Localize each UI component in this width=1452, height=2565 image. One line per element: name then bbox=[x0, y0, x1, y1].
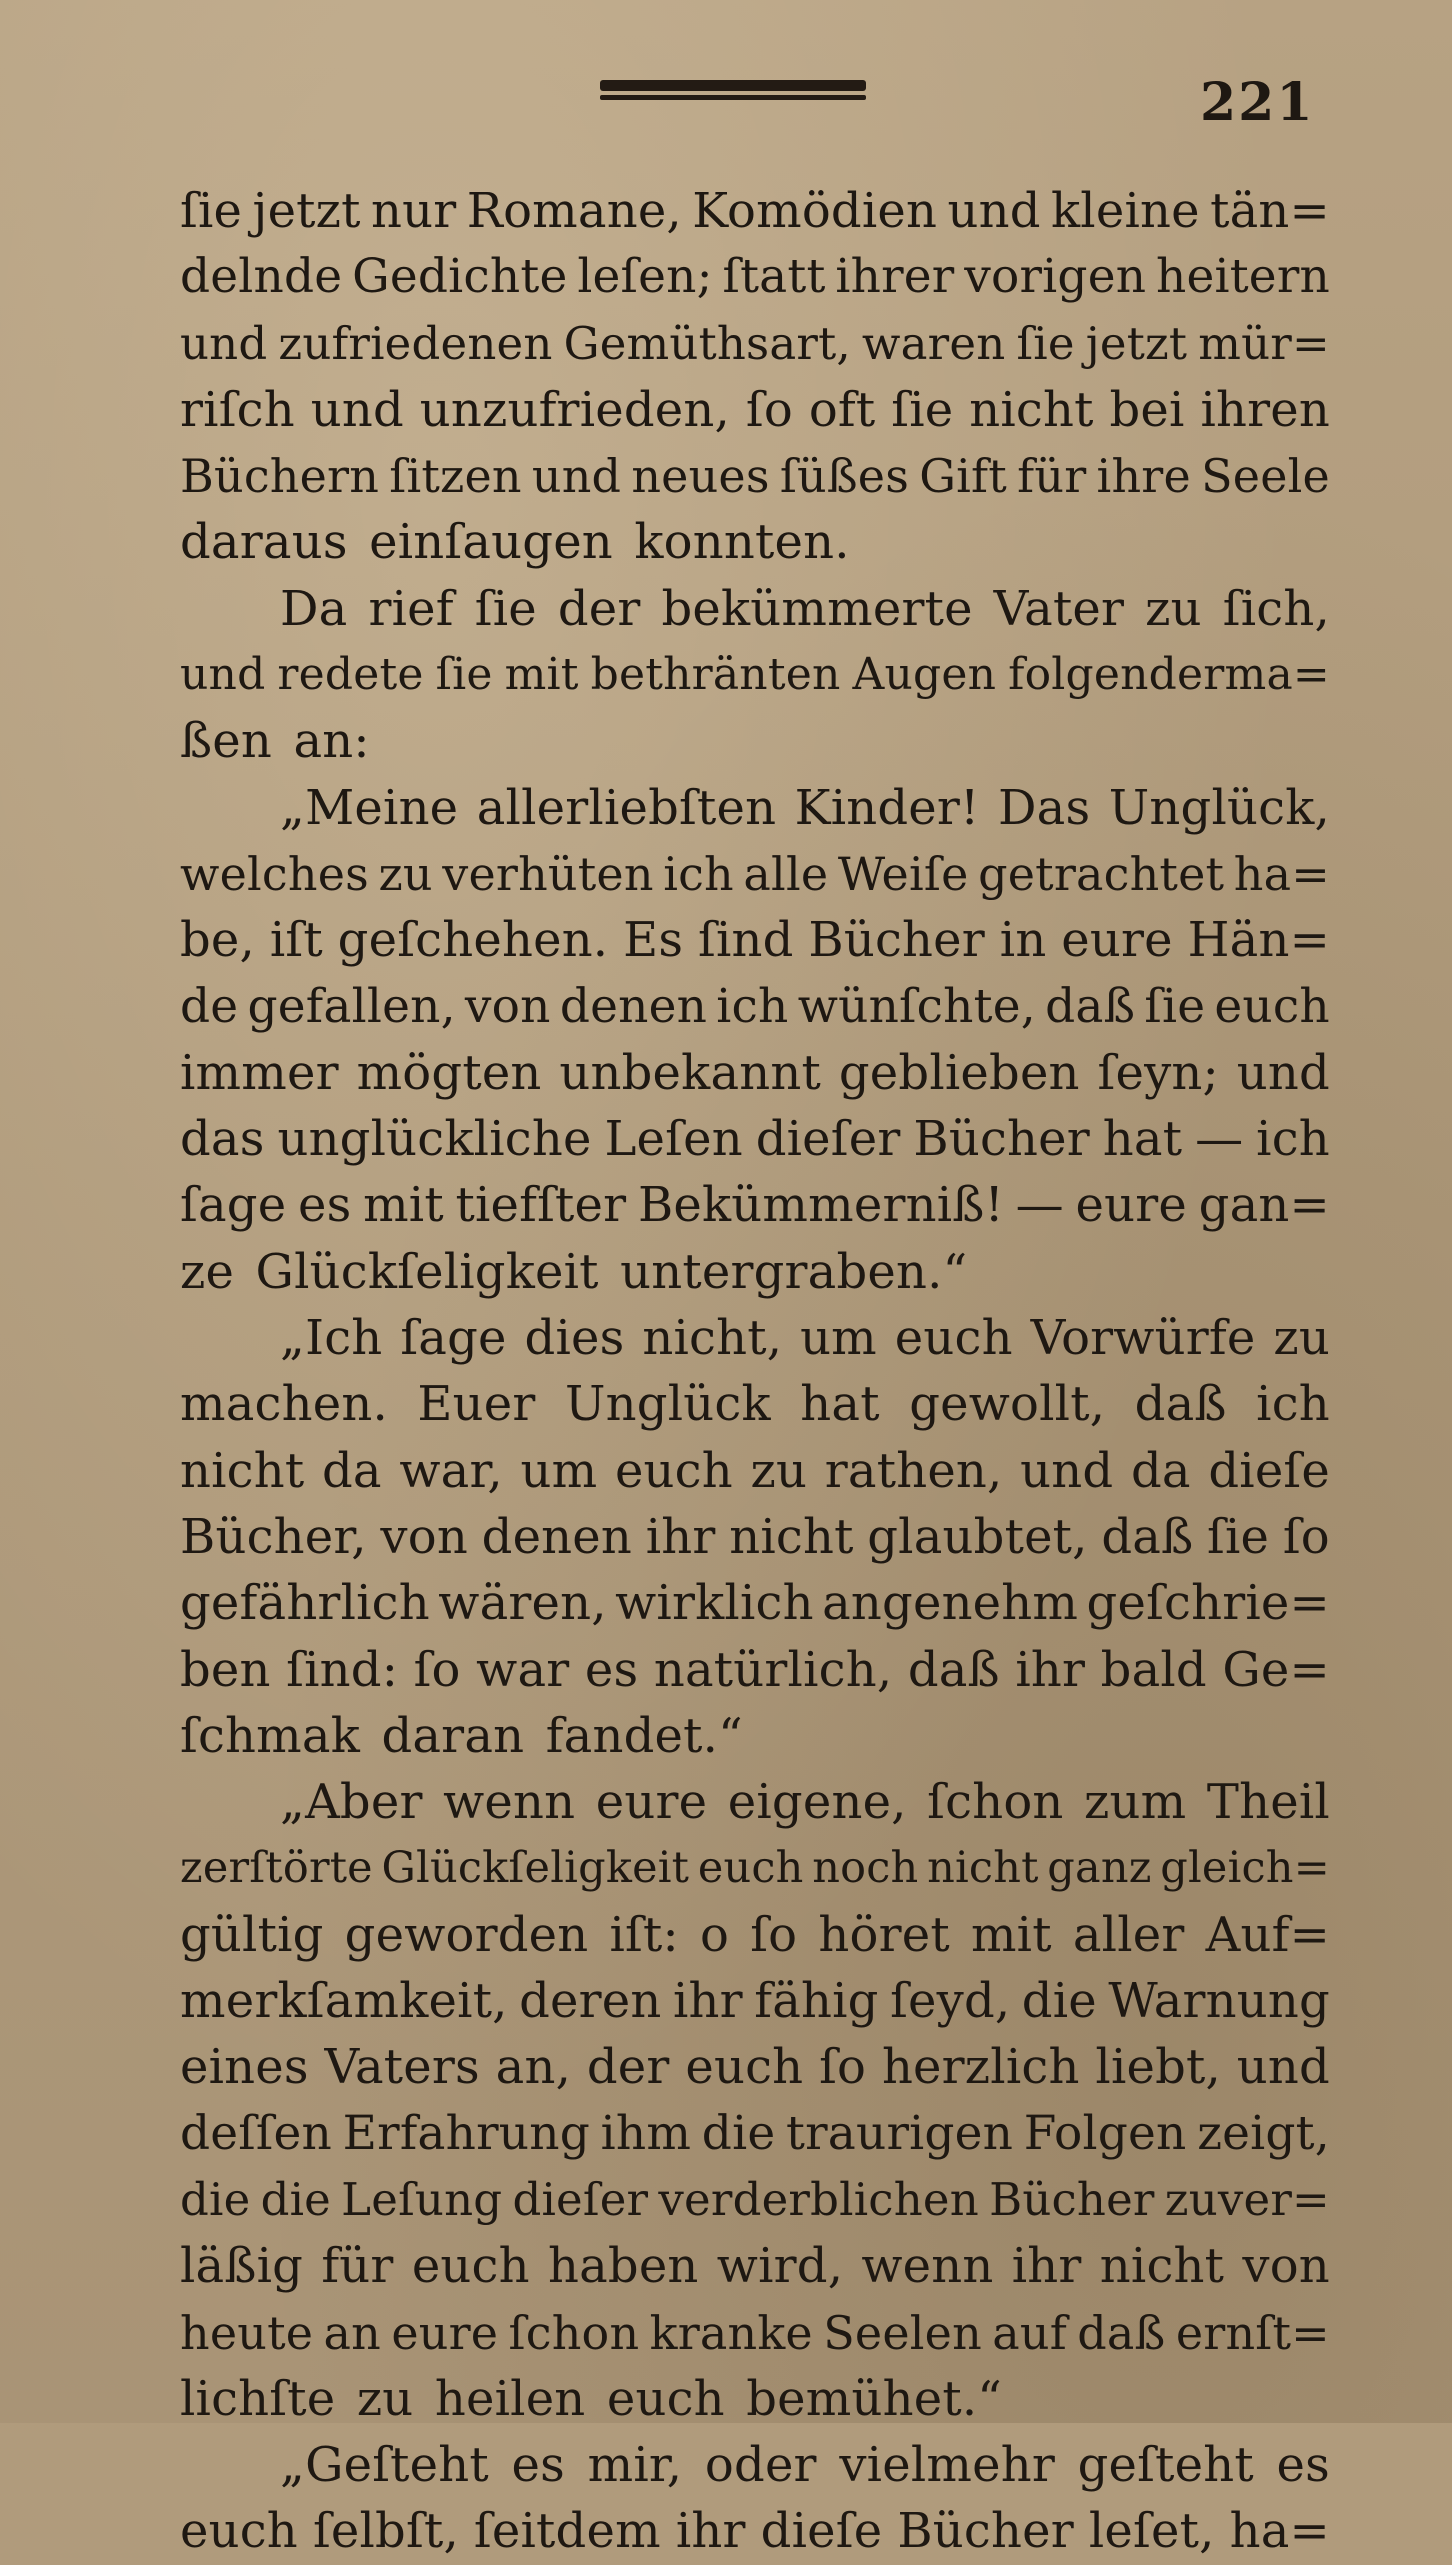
text-line: ſie jetzt nur Romane, Komödien und kleine tän= bbox=[180, 183, 1330, 239]
text-line: Da rief ſie der bekümmerte Vater zu ſich, bbox=[280, 580, 1330, 637]
text-line: „Geſteht es mir, oder vielmehr geſteht es bbox=[280, 2437, 1330, 2494]
text-line: die die Leſung dieſer verderblichen Bücher zuver= bbox=[180, 2172, 1330, 2226]
text-line: merkſamkeit, deren ihr fähig ſeyd, die Warnung bbox=[180, 1973, 1330, 2030]
text-line: zerſtörte Glückſeligkeit euch noch nicht ganz gleich= bbox=[180, 1843, 1330, 1894]
text-line: deſſen Erfahrung ihm die traurigen Folgen zeigt, bbox=[180, 2105, 1330, 2161]
text-line: ſchmak daran fandet.“ bbox=[180, 1707, 743, 1764]
text-line: „Meine allerliebſten Kinder! Das Unglück, bbox=[280, 779, 1330, 836]
text-line: gefährlich wären, wirklich angenehm geſchrie= bbox=[180, 1575, 1330, 1632]
text-line: und zufriedenen Gemüthsart, waren ſie jetzt mür= bbox=[180, 316, 1330, 370]
header-rule-thick bbox=[600, 80, 866, 91]
text-line: machen. Euer Unglück hat gewollt, daß ich bbox=[180, 1376, 1330, 1433]
text-line: nicht da war, um euch zu rathen, und da dieſe bbox=[180, 1442, 1330, 1499]
text-line: lichſte zu heilen euch bemühet.“ bbox=[180, 2370, 1003, 2427]
text-line: euch ſelbſt, ſeitdem ihr dieſe Bücher leſet, ha= bbox=[180, 2503, 1330, 2560]
text-line: delnde Gedichte leſen; ſtatt ihrer vorigen heitern bbox=[180, 249, 1330, 305]
header-rule-thin bbox=[600, 95, 866, 100]
text-line: ben ſind: ſo war es natürlich, daß ihr bald Ge= bbox=[180, 1641, 1330, 1698]
text-line: läßig für euch haben wird, wenn ihr nicht von bbox=[180, 2238, 1330, 2295]
text-line: heute an eure ſchon kranke Seelen auf daß ernſt= bbox=[180, 2305, 1330, 2360]
text-line: das unglückliche Leſen dieſer Bücher hat — ich bbox=[180, 1111, 1330, 1168]
text-line: de gefallen, von denen ich wünſchte, daß ſie euch bbox=[180, 978, 1330, 1034]
header-rule bbox=[600, 80, 866, 106]
text-line: „Ich ſage dies nicht, um euch Vorwürfe zu bbox=[280, 1310, 1330, 1367]
text-line: Büchern ſitzen und neues ſüßes Gift für ihre Seele bbox=[180, 449, 1330, 504]
text-line: daraus einſaugen konnten. bbox=[180, 514, 850, 571]
text-line: „Aber wenn eure eigene, ſchon zum Theil bbox=[280, 1774, 1330, 1831]
page-number: 221 bbox=[1200, 72, 1315, 133]
text-line: ßen an: bbox=[180, 713, 370, 770]
body-text bbox=[180, 178, 1330, 2565]
text-line: welches zu verhüten ich alle Weiſe getrachtet ha= bbox=[180, 846, 1330, 901]
text-line: Bücher, von denen ihr nicht glaubtet, daß ſie ſo bbox=[180, 1508, 1330, 1565]
text-line: be, iſt geſchehen. Es ſind Bücher in eure Hän= bbox=[180, 912, 1330, 969]
text-line: ſage es mit tiefſter Bekümmerniß! — eure gan= bbox=[180, 1177, 1330, 1234]
text-line: immer mögten unbekannt geblieben ſeyn; und bbox=[180, 1044, 1330, 1101]
text-line: riſch und unzufrieden, ſo oft ſie nicht bei ihren bbox=[180, 381, 1330, 438]
text-line: ze Glückſeligkeit untergraben.“ bbox=[180, 1243, 968, 1300]
text-line: eines Vaters an, der euch ſo herzlich liebt, und bbox=[180, 2039, 1330, 2096]
text-line: und redete ſie mit bethränten Augen folgenderma= bbox=[180, 649, 1330, 701]
text-line: gültig geworden iſt: o ſo höret mit aller Auf= bbox=[180, 1906, 1330, 1963]
